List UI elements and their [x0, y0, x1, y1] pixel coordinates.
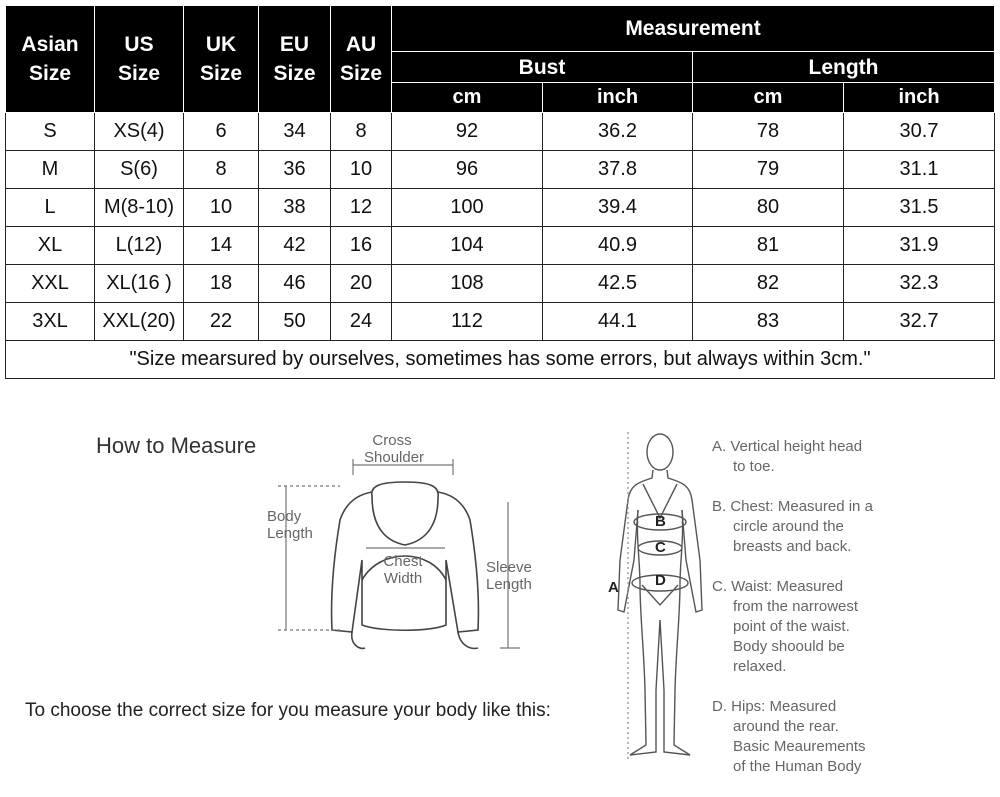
- header-bust-cm: cm: [392, 83, 543, 113]
- header-bust-inch: inch: [543, 83, 693, 113]
- marker-d: D: [655, 572, 666, 589]
- table-cell: 18: [184, 265, 259, 303]
- table-cell: 104: [392, 227, 543, 265]
- marker-b: B: [655, 513, 666, 530]
- table-cell: L(12): [95, 227, 184, 265]
- human-body-drawing: [618, 432, 702, 760]
- table-cell: XL: [6, 227, 95, 265]
- header-length-inch: inch: [844, 83, 995, 113]
- table-cell: 82: [693, 265, 844, 303]
- measurement-disclaimer: "Size mearsured by ourselves, sometimes has some errors, but always within 3cm.": [6, 341, 995, 379]
- table-cell: 14: [184, 227, 259, 265]
- cross-shoulder-label: Cross Shoulder: [364, 432, 425, 466]
- table-cell: XL(16 ): [95, 265, 184, 303]
- note-b: B. Chest: Measured in a circle around the breasts and back.: [712, 498, 873, 555]
- table-cell: 30.7: [844, 113, 995, 151]
- how-to-measure-title: How to Measure: [96, 433, 257, 458]
- header-length-cm: cm: [693, 83, 844, 113]
- table-cell: 38: [259, 189, 331, 227]
- header-eu-size: EU Size: [259, 6, 331, 113]
- measurement-notes: [712, 437, 992, 797]
- header-measurement: Measurement: [392, 6, 995, 52]
- note-a: A. Vertical height head to toe.: [712, 438, 863, 475]
- body-length-label: Body Length: [267, 508, 313, 542]
- table-cell: 42.5: [543, 265, 693, 303]
- table-cell: 20: [331, 265, 392, 303]
- header-us-size: US Size: [95, 6, 184, 113]
- table-cell: XXL: [6, 265, 95, 303]
- table-cell: 10: [331, 151, 392, 189]
- table-cell: L: [6, 189, 95, 227]
- table-cell: 6: [184, 113, 259, 151]
- table-cell: 31.9: [844, 227, 995, 265]
- table-cell: 32.7: [844, 303, 995, 341]
- table-cell: 108: [392, 265, 543, 303]
- table-cell: 78: [693, 113, 844, 151]
- table-cell: 42: [259, 227, 331, 265]
- table-cell: 112: [392, 303, 543, 341]
- table-cell: 81: [693, 227, 844, 265]
- note-d: D. Hips: Measured around the rear. Basic Meaurements of the Human Body: [712, 698, 866, 775]
- table-cell: 31.1: [844, 151, 995, 189]
- table-cell: 8: [331, 113, 392, 151]
- table-cell: 96: [392, 151, 543, 189]
- table-cell: S(6): [95, 151, 184, 189]
- table-cell: XXL(20): [95, 303, 184, 341]
- table-cell: 36: [259, 151, 331, 189]
- marker-a: A: [608, 579, 619, 596]
- chest-width-label: Chest Width: [383, 553, 423, 587]
- header-bust: Bust: [392, 52, 693, 83]
- table-cell: S: [6, 113, 95, 151]
- table-cell: 83: [693, 303, 844, 341]
- table-cell: 36.2: [543, 113, 693, 151]
- choose-size-instruction: To choose the correct size for you measure your body like this:: [25, 700, 551, 721]
- table-cell: XS(4): [95, 113, 184, 151]
- sleeve-length-label: Sleeve Length: [486, 559, 532, 593]
- note-c: C. Waist: Measured from the narrowest point of the waist. Body shoould be relaxed.: [712, 578, 859, 675]
- marker-c: C: [655, 539, 666, 556]
- table-cell: 3XL: [6, 303, 95, 341]
- table-cell: 10: [184, 189, 259, 227]
- table-cell: 12: [331, 189, 392, 227]
- table-cell: 44.1: [543, 303, 693, 341]
- table-cell: 16: [331, 227, 392, 265]
- table-cell: 8: [184, 151, 259, 189]
- table-cell: 100: [392, 189, 543, 227]
- table-cell: 24: [331, 303, 392, 341]
- table-cell: M(8-10): [95, 189, 184, 227]
- table-cell: 39.4: [543, 189, 693, 227]
- header-asian-size: Asian Size: [6, 6, 95, 113]
- table-cell: 92: [392, 113, 543, 151]
- table-cell: 37.8: [543, 151, 693, 189]
- header-au-size: AU Size: [331, 6, 392, 113]
- header-uk-size: UK Size: [184, 6, 259, 113]
- table-cell: 40.9: [543, 227, 693, 265]
- table-cell: 79: [693, 151, 844, 189]
- table-cell: 50: [259, 303, 331, 341]
- table-cell: M: [6, 151, 95, 189]
- table-cell: 34: [259, 113, 331, 151]
- table-cell: 32.3: [844, 265, 995, 303]
- table-cell: 80: [693, 189, 844, 227]
- table-cell: 31.5: [844, 189, 995, 227]
- header-length: Length: [693, 52, 995, 83]
- table-cell: 46: [259, 265, 331, 303]
- table-cell: 22: [184, 303, 259, 341]
